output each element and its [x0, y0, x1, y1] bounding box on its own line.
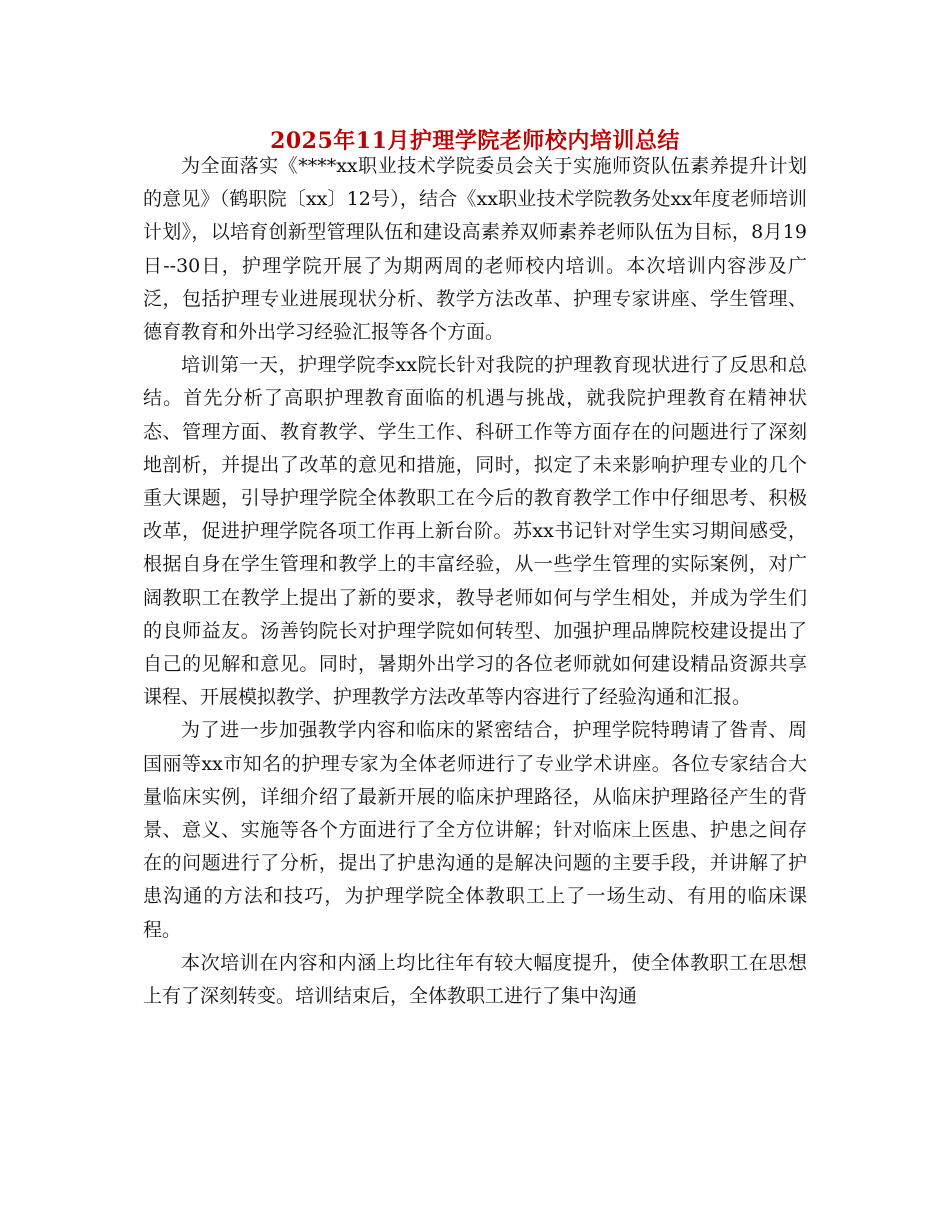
document-title: 2025年11月护理学院老师校内培训总结 [270, 127, 680, 154]
paragraph-2: 培训第一天，护理学院李xx院长针对我院的护理教育现状进行了反思和总结。首先分析了高职护理教育面临的机遇与挑战，就我院护理教育在精神状态、管理方面、教育教学、学生工作、科研工作等方面存在的问题进行了深刻地剖析，并提出了改革的意见和措施，同时，拟定了未来影响护理专业的几个重大课题，引导护理学院全体教职工在今后的教育教学工作中仔细思考、积极改革，促进护理学院各项工作再上新台阶。苏xx书记针对学生实习期间感受，根据自身在学生管理和教学上的丰富经验，从一些学生管理的实际案例，对广阔教职工在教学上提出了新的要求，教导老师如何与学生相处，并成为学生们的良师益友。汤善钧院长对护理学院如何转型、加强护理品牌院校建设提出了自己的见解和意见。同时，暑期外出学习的各位老师就如何建设精品资源共享课程、开展模拟教学、护理教学方法改革等内容进行了经验沟通和汇报。 [143, 354, 807, 709]
paragraph-1: 为全面落实《****xx职业技术学院委员会关于实施师资队伍素养提升计划的意见》（鹤职院〔xx〕12号），结合《xx职业技术学院教务处xx年度老师培训计划》，以培育创新型管理队伍和建设高素养双师素养老师队伍为目标，8月19日--30日，护理学院开展了为期两周的老师校内培训。本次培训内容涉及广泛，包括护理专业进展现状分析、教学方法改革、护理专家讲座、学生管理、德育教育和外出学习经验汇报等各个方面。 [143, 155, 807, 344]
document-body [143, 150, 807, 1013]
paragraph-4: 本次培训在内容和内涵上均比往年有较大幅度提升，使全体教职工在思想上有了深刻转变。培训结束后，全体教职工进行了集中沟通 [143, 951, 807, 1008]
paragraph-3: 为了进一步加强教学内容和临床的紧密结合，护理学院特聘请了昝青、周国丽等xx市知名的护理专家为全体老师进行了专业学术讲座。各位专家结合大量临床实例，详细介绍了最新开展的临床护理路径，从临床护理路径产生的背景、意义、实施等各个方面进行了全方位讲解；针对临床上医患、护患之间存在的问题进行了分析，提出了护患沟通的是解决问题的主要手段，并讲解了护患沟通的方法和技巧，为护理学院全体教职工上了一场生动、有用的临床课程。 [143, 719, 807, 941]
